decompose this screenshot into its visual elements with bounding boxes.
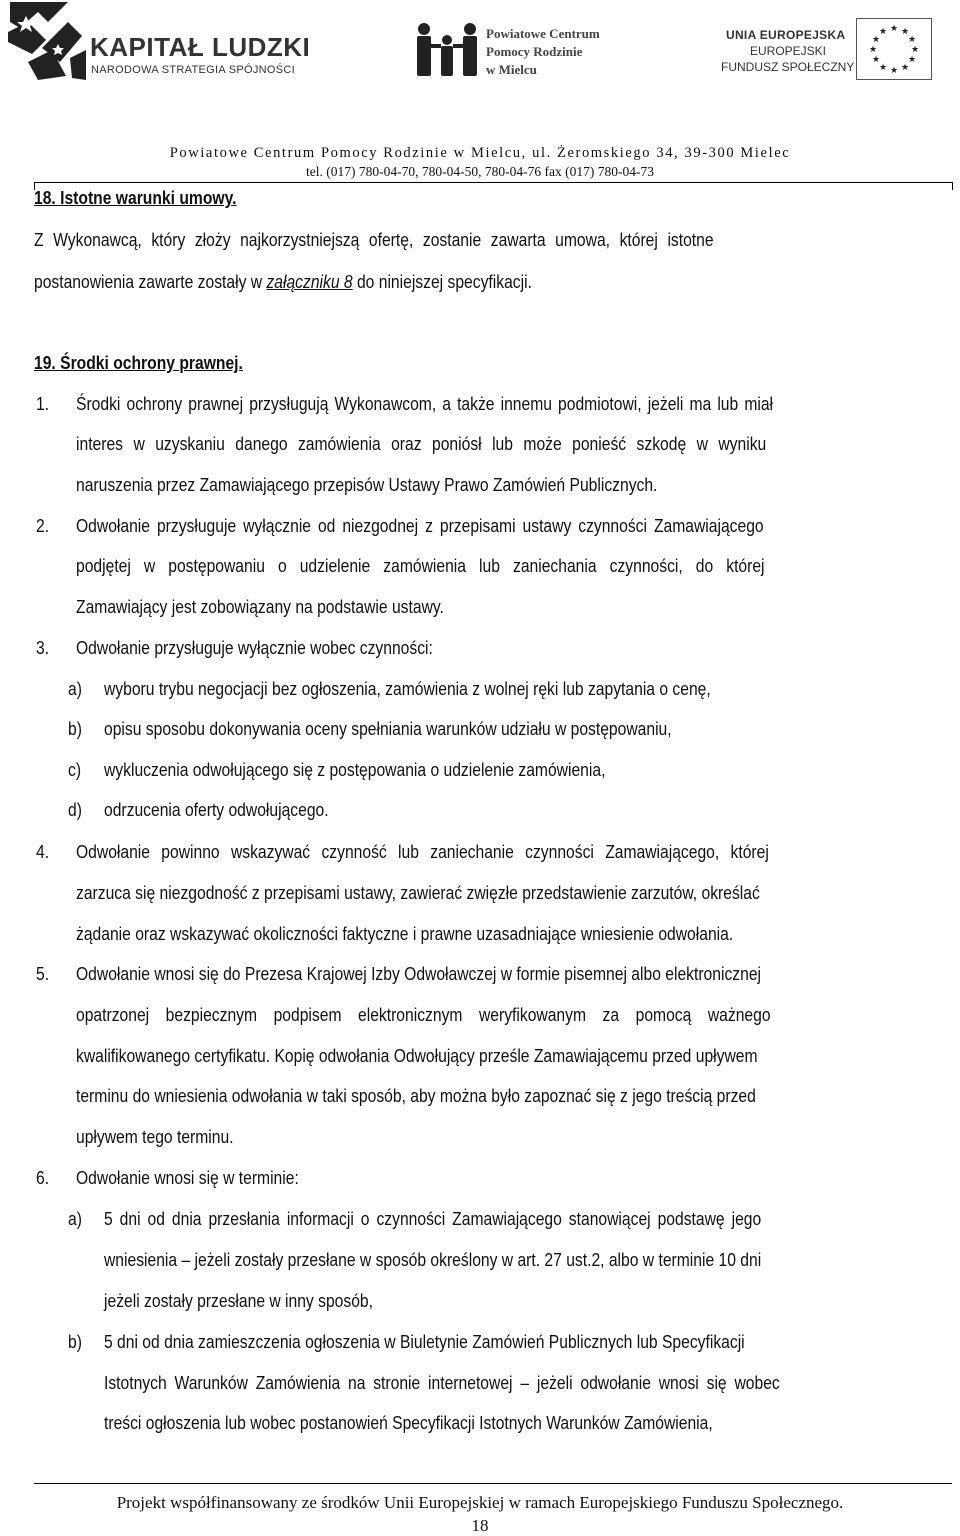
pcpr-name-line-3: w Mielcu (486, 62, 537, 77)
family-icon (414, 22, 480, 83)
item-6b-line-3: treści ogłoszenia lub wobec postanowień Specyfikacji Istotnych Warunków Zamówienia, (104, 1413, 713, 1433)
item-5-line-2: opatrzonej bezpiecznym podpisem elektronicznym weryfikowanym za pomocą ważnego (76, 1005, 771, 1025)
svg-text:★: ★ (907, 55, 917, 65)
eu-fund-line-2: FUNDUSZ SPOŁECZNY (721, 60, 855, 74)
item-2-line-2: podjętej w postępowaniu o udzielenie zamówienia lub zaniechania czynności, do której (76, 556, 765, 576)
section-18-line-2 (34, 272, 532, 292)
item-1-line-2: interes w uzyskaniu danego zamówienia oraz poniósł lub może ponieść szkodę w wyniku (76, 434, 767, 454)
eu-title: UNIA EUROPEJSKA (726, 28, 846, 42)
kapital-ludzki-title: KAPITAŁ LUDZKI (90, 32, 311, 62)
kapital-ludzki-logo-icon (8, 2, 88, 87)
item-3-line-1: Odwołanie przysługuje wyłącznie wobec czynności: (76, 638, 433, 658)
item-5-line-3: kwalifikowanego certyfikatu. Kopię odwołania Odwołujący prześle Zamawiającemu przed upływem (76, 1046, 758, 1066)
svg-text:★: ★ (878, 63, 888, 73)
section-18-line-1-text (34, 230, 929, 250)
item-4-line-1: Odwołanie powinno wskazywać czynność lub zaniechanie czynności Zamawiającego, której (76, 842, 769, 862)
item-6a-line-3: jeżeli zostały przesłane w inny sposób, (104, 1291, 373, 1311)
item-4-number: 4. (36, 842, 50, 862)
svg-text:★: ★ (889, 66, 899, 76)
item-3a-text: wyboru trybu negocjacji bez ogłoszenia, zamówienia z wolnej ręki lub zapytania o cenę, (104, 679, 711, 699)
section-18-line-2-pre: postanowienia zawarte zostały w (34, 272, 263, 292)
svg-text:★: ★ (900, 27, 910, 37)
item-1-number: 1. (36, 394, 50, 414)
item-3b-text: opisu sposobu dokonywania oceny spełniania warunków udziału w postępowaniu, (104, 719, 672, 739)
item-4-line-2: zarzuca się niezgodność z przepisami ustawy, zawierać zwięzłe przedstawienie zarzutów, określać (76, 883, 760, 903)
header-divider (34, 182, 952, 183)
item-5-line-4: terminu do wniesienia odwołania w taki sposób, aby można było zapoznać się z jego treścią przed (76, 1086, 756, 1106)
item-6b-line-2: Istotnych Warunków Zamówienia na stronie internetowej – jeżeli odwołanie wnosi się wobec (104, 1373, 780, 1393)
attachment-8-link[interactable]: załączniku 8 (266, 272, 353, 292)
header-phone: tel. (017) 780-04-70, 780-04-50, 780-04-76 fax (017) 780-04-73 (306, 164, 654, 179)
kapital-ludzki-subtitle: NARODOWA STRATEGIA SPÓJNOŚCI (91, 64, 295, 76)
item-3c-letter: c) (68, 760, 82, 780)
item-3b-letter: b) (68, 719, 82, 739)
item-4-line-3: żądanie oraz wskazywać okoliczności faktyczne i prawne uzasadniające wniesienie odwołania. (76, 924, 734, 944)
item-5-line-1: Odwołanie wnosi się do Prezesa Krajowej Izby Odwoławczej w formie pisemnej albo elektronicznej (76, 964, 762, 984)
svg-text:★: ★ (907, 35, 917, 45)
item-6a-line-2: wniesienia – jeżeli zostały przesłane w sposób określony w art. 27 ust.2, albo w terminie 10 dni (104, 1250, 762, 1270)
eu-flag-icon (856, 18, 932, 85)
item-6b-letter: b) (68, 1332, 82, 1352)
item-2-number: 2. (36, 516, 50, 536)
section-18-line-2-post: do niniejszej specyfikacji. (356, 272, 532, 292)
footer-text: Projekt współfinansowany ze środków Unii Europejskiej w ramach Europejskiego Funduszu Społecznego. (116, 1493, 844, 1512)
item-3a-letter: a) (68, 679, 82, 699)
item-6a-line-1: 5 dni od dnia przesłania informacji o czynności Zamawiającego stanowiącej podstawę jego (104, 1209, 762, 1229)
section-18-line-1 (34, 230, 929, 250)
pcpr-name-line-2: Pomocy Rodzinie (486, 44, 583, 59)
item-3-number: 3. (36, 638, 50, 658)
pcpr-name-line-1: Powiatowe Centrum (486, 26, 600, 41)
item-3d-letter: d) (68, 800, 82, 820)
item-2-line-1: Odwołanie przysługuje wyłącznie od niezgodnej z przepisami ustawy czynności Zamawiającego (76, 516, 764, 536)
item-6a-letter: a) (68, 1209, 82, 1229)
page-number: 18 (471, 1516, 489, 1535)
svg-text:★: ★ (900, 63, 910, 73)
svg-text:★: ★ (910, 45, 920, 55)
item-1-line-3: naruszenia przez Zamawiającego przepisów Ustawy Prawo Zamówień Publicznych. (76, 475, 658, 495)
svg-text:★: ★ (889, 24, 899, 34)
item-5-line-5: upływem tego terminu. (76, 1127, 234, 1147)
item-6b-line-1: 5 dni od dnia zamieszczenia ogłoszenia w Biuletynie Zamówień Publicznych lub Specyfikacji (104, 1332, 745, 1352)
header-address: Powiatowe Centrum Pomocy Rodzinie w Mielcu, ul. Żeromskiego 34, 39-300 Mielec (169, 145, 791, 161)
item-3d-text: odrzucenia oferty odwołującego. (104, 800, 329, 820)
eu-fund-line-1: EUROPEJSKI (750, 44, 827, 58)
header-divider-right (952, 182, 953, 190)
svg-text:★: ★ (871, 55, 881, 65)
section-18-title: 18. Istotne warunki umowy. (34, 188, 237, 208)
section-18-line-1-content: Z Wykonawcą, który złoży najkorzystniejszą ofertę, zostanie zawarta umowa, której istotne (34, 230, 714, 250)
item-3c-text: wykluczenia odwołującego się z postępowania o udzielenie zamówienia, (104, 760, 606, 780)
svg-text:★: ★ (871, 35, 881, 45)
item-2-line-3: Zamawiający jest zobowiązany na podstawie ustawy. (76, 597, 444, 617)
svg-text:★: ★ (878, 27, 888, 37)
section-19-title: 19. Środki ochrony prawnej. (34, 353, 243, 373)
footer-divider (34, 1483, 952, 1484)
item-6-number: 6. (36, 1168, 50, 1188)
item-6-line-1: Odwołanie wnosi się w terminie: (76, 1168, 299, 1188)
svg-text:★: ★ (868, 45, 878, 55)
item-5-number: 5. (36, 964, 50, 984)
item-1-line-1: Środki ochrony prawnej przysługują Wykonawcom, a także innemu podmiotowi, jeżeli ma lub miał (76, 394, 774, 414)
